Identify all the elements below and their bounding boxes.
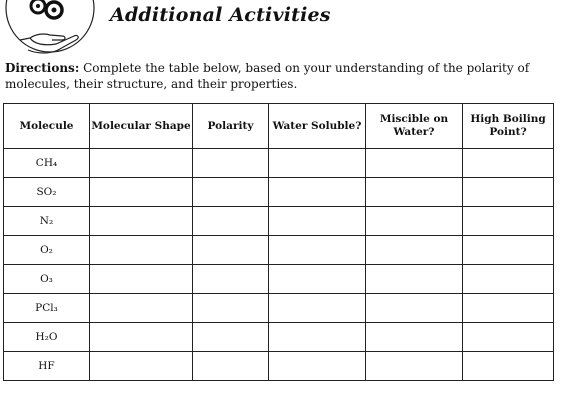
answer-cell[interactable]	[463, 207, 554, 236]
answer-cell[interactable]	[90, 149, 193, 178]
answer-cell[interactable]	[193, 236, 269, 265]
answer-cell[interactable]	[463, 178, 554, 207]
answer-cell[interactable]	[90, 352, 193, 381]
answer-cell[interactable]	[269, 294, 366, 323]
answer-cell[interactable]	[366, 352, 463, 381]
answer-cell[interactable]	[366, 265, 463, 294]
answer-cell[interactable]	[463, 294, 554, 323]
answer-cell[interactable]	[366, 149, 463, 178]
table-row	[4, 236, 554, 265]
table-row	[4, 265, 554, 294]
molecule-cell: SO₂	[4, 178, 90, 207]
answer-cell[interactable]	[463, 352, 554, 381]
column-header-molecule: Molecule	[4, 104, 90, 149]
answer-cell[interactable]	[269, 178, 366, 207]
column-header-boiling-point: High Boiling Point?	[463, 104, 554, 149]
molecule-cell: O₂	[4, 236, 90, 265]
answer-cell[interactable]	[269, 265, 366, 294]
column-header-shape: Molecular Shape	[90, 104, 193, 149]
table-row	[4, 294, 554, 323]
answer-cell[interactable]	[366, 236, 463, 265]
answer-cell[interactable]	[90, 207, 193, 236]
gear-icon	[31, 0, 45, 13]
answer-cell[interactable]	[269, 149, 366, 178]
table-row	[4, 207, 554, 236]
answer-cell[interactable]	[193, 149, 269, 178]
answer-cell[interactable]	[90, 265, 193, 294]
column-header-miscible: Miscible on Water?	[366, 104, 463, 149]
answer-cell[interactable]	[90, 294, 193, 323]
answer-cell[interactable]	[463, 236, 554, 265]
answer-cell[interactable]	[90, 323, 193, 352]
answer-cell[interactable]	[193, 352, 269, 381]
answer-cell[interactable]	[366, 178, 463, 207]
gear-icon	[46, 2, 62, 18]
answer-cell[interactable]	[90, 236, 193, 265]
molecule-cell: CH₄	[4, 149, 90, 178]
table-row	[4, 323, 554, 352]
answer-cell[interactable]	[269, 323, 366, 352]
answer-cell[interactable]	[463, 265, 554, 294]
answer-cell[interactable]	[269, 352, 366, 381]
properties-table	[3, 103, 554, 381]
column-header-water-soluble: Water Soluble?	[269, 104, 366, 149]
directions-text	[5, 60, 565, 92]
table-header-row	[4, 104, 554, 149]
answer-cell[interactable]	[193, 178, 269, 207]
page-title: Additional Activities	[110, 4, 331, 26]
answer-cell[interactable]	[193, 323, 269, 352]
answer-cell[interactable]	[366, 207, 463, 236]
answer-cell[interactable]	[193, 294, 269, 323]
molecule-cell: HF	[4, 352, 90, 381]
answer-cell[interactable]	[193, 207, 269, 236]
table-row	[4, 149, 554, 178]
answer-cell[interactable]	[269, 236, 366, 265]
answer-cell[interactable]	[193, 265, 269, 294]
directions-label: Directions:	[5, 61, 80, 75]
molecule-cell: O₃	[4, 265, 90, 294]
column-header-polarity: Polarity	[193, 104, 269, 149]
answer-cell[interactable]	[463, 323, 554, 352]
table-row	[4, 352, 554, 381]
table-row	[4, 178, 554, 207]
answer-cell[interactable]	[366, 323, 463, 352]
molecule-cell: PCl₃	[4, 294, 90, 323]
gears-hand-logo	[0, 0, 100, 62]
molecule-cell: N₂	[4, 207, 90, 236]
molecule-cell: H₂O	[4, 323, 90, 352]
answer-cell[interactable]	[463, 149, 554, 178]
answer-cell[interactable]	[366, 294, 463, 323]
directions-body: Complete the table below, based on your understanding of the polarity of molecules, their structure, and their properties.	[5, 61, 530, 91]
answer-cell[interactable]	[90, 178, 193, 207]
answer-cell[interactable]	[269, 207, 366, 236]
